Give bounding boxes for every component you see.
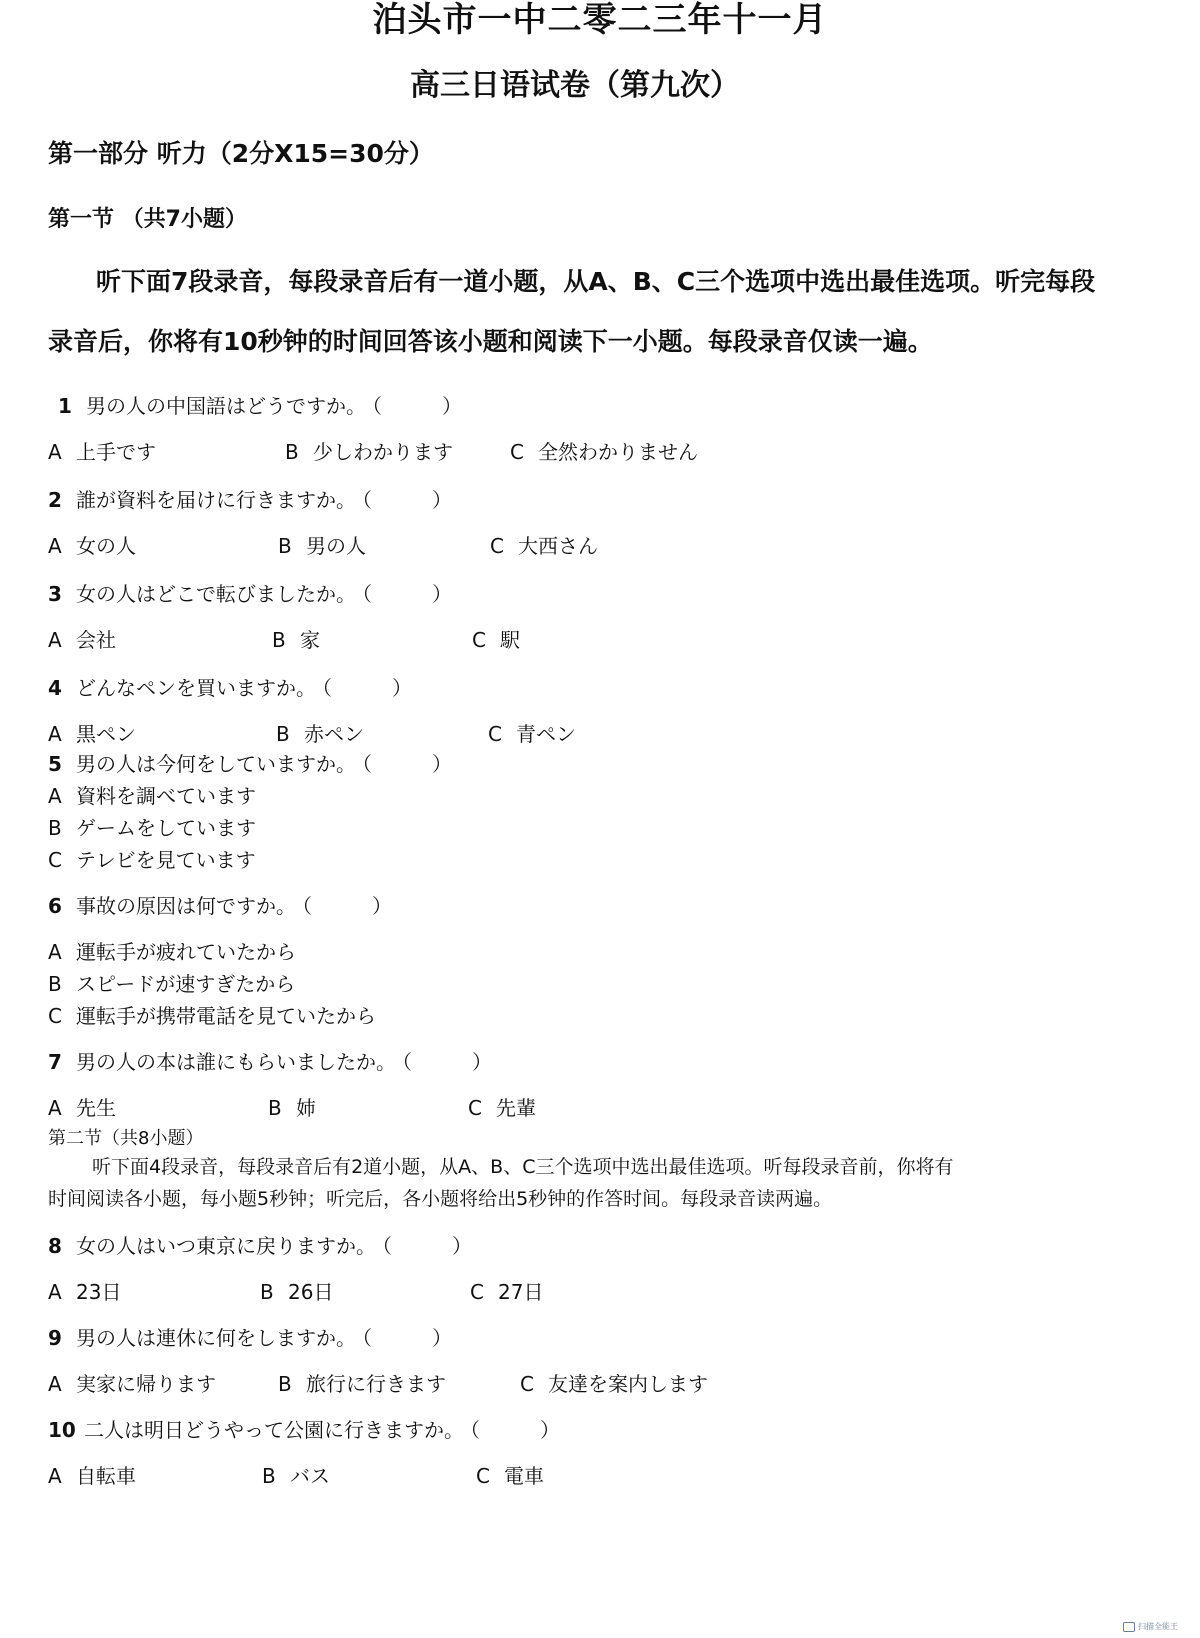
option-text: バス (290, 1464, 330, 1488)
option-text: 友達を案内します (548, 1372, 708, 1396)
option-text: 運転手が疲れていたから (76, 940, 296, 964)
question-2 (48, 484, 452, 513)
question-number: 4 (48, 676, 62, 700)
section2-heading: 第二节（共8小题） (48, 1128, 204, 1149)
option-letter: A (48, 440, 62, 464)
option-10b[interactable] (262, 1460, 330, 1489)
answer-blank[interactable]: （ ） (322, 676, 412, 700)
option-text: 姉 (296, 1096, 316, 1120)
section1-instruction-line1: 听下面7段录音，每段录音后有一道小题，从A、B、C三个选项中选出最佳选项。听完每段 (96, 267, 1096, 296)
option-text: 家 (300, 628, 320, 652)
option-letter: A (48, 940, 62, 964)
option-text: ゲームをしています (76, 816, 256, 840)
option-text: 赤ペン (304, 722, 364, 746)
option-5a[interactable] (48, 780, 256, 809)
option-letter: B (48, 816, 62, 840)
option-7b[interactable] (268, 1092, 316, 1121)
option-letter: C (470, 1280, 484, 1304)
answer-blank[interactable]: （ ） (302, 894, 392, 918)
option-text: 全然わかりません (538, 440, 698, 464)
option-letter: B (268, 1096, 282, 1120)
option-letter: C (472, 628, 486, 652)
option-text: 少しわかります (313, 440, 453, 464)
option-letter: A (48, 1372, 62, 1396)
answer-blank[interactable]: （ ） (362, 1326, 452, 1350)
answer-blank[interactable]: （ ） (362, 488, 452, 512)
option-text: 上手です (76, 440, 156, 464)
option-text: スピードが速すぎたから (76, 972, 296, 996)
option-6a[interactable] (48, 936, 296, 965)
option-letter: A (48, 1280, 62, 1304)
question-text: 男の人は連休に何をしますか。 (76, 1326, 356, 1350)
option-2c[interactable] (490, 530, 598, 559)
section1-instruction-line2: 录音后，你将有10秒钟的时间回答该小题和阅读下一小题。每段录音仅读一遍。 (48, 327, 933, 356)
option-text: 男の人 (306, 534, 366, 558)
option-text: 先生 (76, 1096, 116, 1120)
answer-blank[interactable]: （ ） (470, 1418, 560, 1442)
question-number: 5 (48, 752, 62, 776)
question-number: 1 (58, 394, 72, 418)
page-title: 高三日语试卷（第九次） (410, 68, 740, 103)
option-9a[interactable] (48, 1368, 216, 1397)
option-letter: A (48, 534, 62, 558)
question-text: どんなペンを買いますか。 (76, 676, 316, 700)
school-header: 泊头市一中二零二三年十一月 (372, 0, 828, 40)
question-text: 男の人の本は誰にもらいましたか。 (76, 1050, 396, 1074)
option-text: 青ペン (516, 722, 576, 746)
option-text: 資料を調べています (76, 784, 256, 808)
option-text: テレビを見ています (76, 848, 256, 872)
option-text: 黒ペン (76, 722, 136, 746)
option-6c[interactable] (48, 1000, 376, 1029)
option-letter: B (260, 1280, 274, 1304)
option-letter: C (520, 1372, 534, 1396)
option-letter: C (490, 534, 504, 558)
option-text: 女の人 (76, 534, 136, 558)
answer-blank[interactable]: （ ） (362, 582, 452, 606)
answer-blank[interactable]: （ ） (372, 394, 462, 418)
option-4b[interactable] (276, 718, 364, 747)
option-4c[interactable] (488, 718, 576, 747)
option-letter: A (48, 1096, 62, 1120)
option-4a[interactable] (48, 718, 136, 747)
option-letter: C (48, 1004, 62, 1028)
option-letter: A (48, 1464, 62, 1488)
option-letter: A (48, 784, 62, 808)
answer-blank[interactable]: （ ） (362, 752, 452, 776)
option-10c[interactable] (476, 1460, 544, 1489)
part1-heading: 第一部分 听力（2分X15=30分） (48, 139, 434, 168)
option-letter: B (276, 722, 290, 746)
question-text: 男の人の中国語はどうですか。 (86, 394, 366, 418)
option-letter: A (48, 628, 62, 652)
option-8a[interactable] (48, 1276, 121, 1305)
option-3c[interactable] (472, 624, 520, 653)
option-3b[interactable] (272, 624, 320, 653)
question-text: 誰が資料を届けに行きますか。 (76, 488, 356, 512)
option-text: 自転車 (76, 1464, 136, 1488)
option-letter: B (278, 1372, 292, 1396)
question-number: 8 (48, 1234, 62, 1258)
section1-heading: 第一节 （共7小题） (48, 207, 247, 232)
option-2b[interactable] (278, 530, 366, 559)
option-letter: C (476, 1464, 490, 1488)
scanner-watermark (1123, 1621, 1178, 1632)
option-1a[interactable] (48, 436, 156, 465)
question-number: 10 (48, 1418, 76, 1442)
scanner-app-icon (1123, 1622, 1135, 1632)
option-letter: C (488, 722, 502, 746)
option-5c[interactable] (48, 844, 256, 873)
option-text: 大西さん (518, 534, 598, 558)
question-8 (48, 1230, 472, 1259)
option-text: 26日 (288, 1280, 334, 1304)
option-3a[interactable] (48, 624, 116, 653)
question-7 (48, 1046, 492, 1075)
question-text: 女の人はどこで転びましたか。 (76, 582, 356, 606)
question-text: 二人は明日どうやって公園に行きますか。 (84, 1418, 464, 1442)
option-1c[interactable] (510, 436, 698, 465)
question-3 (48, 578, 452, 607)
option-10a[interactable] (48, 1460, 136, 1489)
option-text: 運転手が携帯電話を見ていたから (76, 1004, 376, 1028)
option-text: 23日 (76, 1280, 122, 1304)
option-8b[interactable] (260, 1276, 333, 1305)
option-7c[interactable] (468, 1092, 536, 1121)
option-5b[interactable] (48, 812, 256, 841)
question-text: 女の人はいつ東京に戻りますか。 (76, 1234, 376, 1258)
watermark-text: 扫描全能王 (1138, 1622, 1178, 1631)
section2-instruction-line1: 听下面4段录音，每段录音后有2道小题，从A、B、C三个选项中选出最佳选项。听每段录音前，你将有 (92, 1156, 954, 1178)
option-letter: B (262, 1464, 276, 1488)
option-text: 旅行に行きます (306, 1372, 446, 1396)
option-6b[interactable] (48, 968, 295, 997)
question-number: 9 (48, 1326, 62, 1350)
option-1b[interactable] (285, 436, 453, 465)
option-text: 27日 (498, 1280, 544, 1304)
question-number: 2 (48, 488, 62, 512)
question-number: 7 (48, 1050, 62, 1074)
option-text: 先輩 (496, 1096, 536, 1120)
option-7a[interactable] (48, 1092, 116, 1121)
option-letter: C (510, 440, 524, 464)
option-letter: B (272, 628, 286, 652)
option-letter: B (48, 972, 62, 996)
question-6 (48, 890, 392, 919)
option-letter: C (468, 1096, 482, 1120)
option-2a[interactable] (48, 530, 136, 559)
option-text: 駅 (500, 628, 520, 652)
question-10 (48, 1414, 560, 1443)
question-text: 男の人は今何をしていますか。 (76, 752, 356, 776)
option-9c[interactable] (520, 1368, 708, 1397)
option-text: 実家に帰ります (76, 1372, 216, 1396)
question-9 (48, 1322, 452, 1351)
answer-blank[interactable]: （ ） (382, 1234, 472, 1258)
option-8c[interactable] (470, 1276, 543, 1305)
option-letter: B (285, 440, 299, 464)
option-text: 電車 (504, 1464, 544, 1488)
question-text: 事故の原因は何ですか。 (76, 894, 296, 918)
question-4 (48, 672, 412, 701)
option-letter: A (48, 722, 62, 746)
answer-blank[interactable]: （ ） (402, 1050, 492, 1074)
option-letter: C (48, 848, 62, 872)
question-5 (48, 748, 452, 777)
option-letter: B (278, 534, 292, 558)
option-9b[interactable] (278, 1368, 446, 1397)
question-number: 6 (48, 894, 62, 918)
question-1 (58, 390, 462, 419)
section2-instruction-line2: 时间阅读各小题，每小题5秒钟；听完后，各小题将给出5秒钟的作答时间。每段录音读两遍。 (48, 1188, 833, 1210)
question-number: 3 (48, 582, 62, 606)
option-text: 会社 (76, 628, 116, 652)
